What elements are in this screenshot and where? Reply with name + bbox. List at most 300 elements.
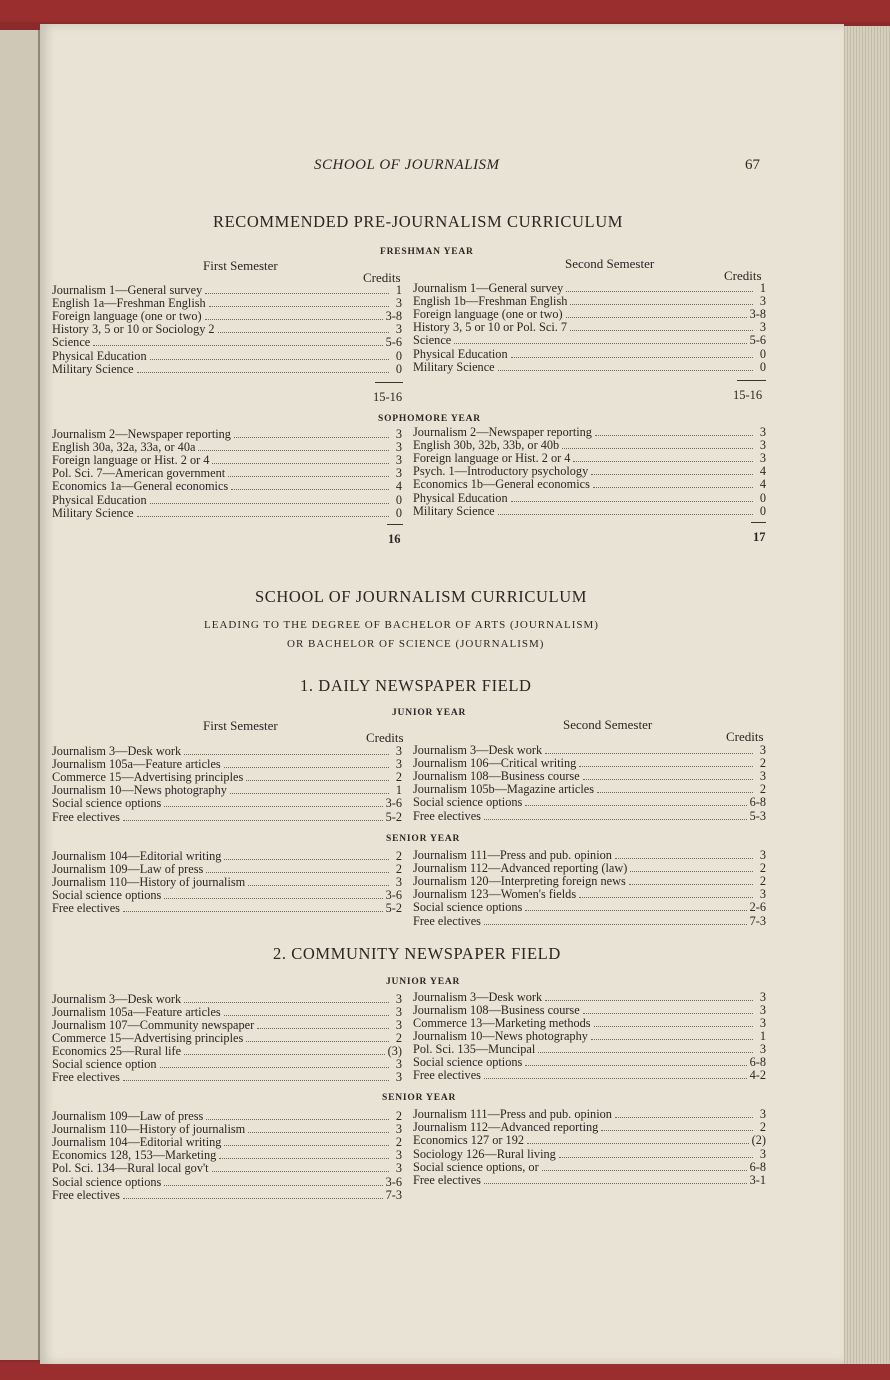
dot-leader (570, 330, 753, 331)
course-row (413, 308, 766, 321)
course-credits: 3 (395, 1057, 402, 1071)
dot-leader (545, 753, 753, 754)
dot-leader (150, 503, 389, 504)
course-row (52, 284, 402, 297)
dot-leader (498, 514, 753, 515)
course-name: Foreign language or Hist. 2 or 4 (413, 451, 571, 466)
course-row (413, 757, 766, 770)
course-row (52, 758, 402, 771)
course-credits: 1 (395, 783, 402, 798)
course-credits: 7-3 (749, 913, 766, 928)
course-name: Free electives (52, 1187, 120, 1202)
dot-leader (224, 1015, 389, 1016)
course-name: Science (52, 335, 91, 350)
book-cover-top (0, 0, 890, 22)
course-name: Journalism 108—Business course (413, 1003, 580, 1017)
course-row (413, 1148, 766, 1161)
course-name: Social science options (413, 795, 523, 810)
course-name: Pol. Sci. 135—Muncipal (413, 1042, 536, 1056)
dot-leader (595, 435, 753, 436)
dot-leader (205, 293, 389, 294)
dot-leader (228, 476, 389, 477)
course-row (52, 1110, 402, 1123)
course-row (52, 363, 402, 376)
course-credits: 3-1 (749, 1173, 766, 1187)
dot-leader (594, 1026, 753, 1027)
dot-leader (246, 780, 389, 781)
dot-leader (570, 304, 753, 305)
freshman-total-left: 15-16 (373, 390, 403, 404)
page-number: 67 (745, 157, 760, 173)
course-credits: 3 (759, 438, 766, 453)
dot-leader (123, 1198, 383, 1199)
course-credits: 3 (395, 757, 402, 772)
course-credits: 3 (395, 1148, 402, 1163)
course-row (52, 850, 402, 863)
course-name: Social science options (52, 1174, 162, 1189)
course-name: Commerce 13—Marketing methods (413, 1016, 591, 1030)
course-credits: 2 (759, 874, 766, 889)
dot-leader (579, 897, 753, 898)
course-name: Journalism 111—Press and pub. opinion (413, 848, 612, 862)
dot-leader (566, 317, 747, 318)
course-credits: 3-8 (749, 307, 766, 322)
course-row (52, 889, 402, 902)
dot-leader (454, 343, 746, 344)
course-name: Journalism 1—General survey (52, 283, 203, 297)
dot-leader (248, 885, 389, 886)
course-row (413, 849, 766, 862)
dot-leader (498, 370, 753, 371)
course-credits: 3 (395, 296, 402, 311)
course-credits: 3 (759, 1016, 766, 1030)
course-name: Pol. Sci. 134—Rural local gov't (52, 1161, 209, 1176)
course-row (413, 321, 766, 334)
course-credits: (3) (387, 1044, 402, 1058)
course-name: Journalism 120—Interpreting foreign news (413, 874, 626, 889)
course-name: Commerce 15—Advertising principles (52, 770, 244, 785)
course-row (52, 1123, 402, 1136)
course-credits: 3-6 (385, 1174, 402, 1189)
course-name: Journalism 111—Press and pub. opinion (413, 1107, 612, 1121)
course-credits: 2 (759, 782, 766, 797)
course-row (413, 361, 766, 374)
second-semester-heading: Second Semester (565, 256, 655, 271)
course-credits: 3 (759, 990, 766, 1004)
community-junior-year-label: JUNIOR YEAR (386, 977, 461, 987)
course-name: Journalism 110—History of journalism (52, 1122, 246, 1137)
first-semester-heading: First Semester (203, 258, 278, 273)
dot-leader (184, 1002, 389, 1003)
course-name: Journalism 2—Newspaper reporting (413, 425, 592, 439)
dot-leader (484, 924, 747, 925)
dot-leader (231, 489, 389, 490)
course-credits: 6-8 (749, 795, 766, 810)
course-name: Physical Education (413, 490, 508, 505)
course-name: Free electives (413, 1068, 481, 1082)
course-row (413, 505, 766, 518)
dot-leader (542, 1170, 747, 1171)
course-row (52, 310, 402, 323)
course-credits: 3 (395, 1018, 402, 1032)
course-credits: 1 (759, 1029, 766, 1043)
course-row (52, 336, 402, 349)
dot-leader (164, 898, 382, 899)
course-row (413, 1161, 766, 1174)
course-row (413, 862, 766, 875)
course-credits: 1 (395, 283, 402, 297)
course-row (52, 1136, 402, 1149)
course-row (52, 1162, 402, 1175)
course-name: Economics 1a—General economics (52, 479, 229, 494)
course-row (413, 915, 766, 928)
course-name: Social science options (52, 796, 162, 811)
course-name: English 1b—Freshman English (413, 294, 568, 309)
course-credits: 3 (759, 294, 766, 309)
course-name: Social science option (52, 1057, 157, 1071)
course-row (52, 1176, 402, 1189)
course-row (52, 876, 402, 889)
course-credits: 3-6 (385, 888, 402, 903)
dot-leader (150, 359, 389, 360)
course-name: Journalism 110—History of journalism (52, 875, 246, 890)
course-name: Journalism 3—Desk work (52, 744, 182, 758)
course-credits: 3 (395, 440, 402, 455)
sophomore-total-left: 16 (388, 532, 401, 546)
course-name: Journalism 105a—Feature articles (52, 1005, 221, 1019)
dot-leader (511, 501, 753, 502)
dot-leader (525, 805, 746, 806)
course-credits: 3 (395, 1070, 402, 1084)
course-row (413, 888, 766, 901)
course-name: Journalism 106—Critical writing (413, 756, 577, 771)
course-credits: 3 (395, 992, 402, 1006)
course-row (413, 1069, 766, 1082)
course-credits: 5-6 (385, 335, 402, 350)
sophomore-year-label: SOPHOMORE YEAR (378, 414, 481, 424)
course-credits: 3 (395, 466, 402, 481)
dot-leader (224, 859, 389, 860)
course-row (413, 1121, 766, 1134)
course-row (52, 494, 402, 507)
course-name: History 3, 5 or 10 or Sociology 2 (52, 322, 215, 337)
course-credits: 4 (759, 477, 766, 492)
daily-credits-heading-right: Credits (726, 729, 764, 744)
course-row (413, 478, 766, 491)
course-credits: 2 (395, 1135, 402, 1150)
degree-subtitle-2: OR BACHELOR OF SCIENCE (JOURNALISM) (287, 638, 545, 650)
community-senior-year-label: SENIOR YEAR (382, 1093, 457, 1103)
course-row (52, 1071, 402, 1084)
course-row (413, 492, 766, 505)
course-credits: 6-8 (749, 1055, 766, 1069)
course-credits: 3 (759, 1107, 766, 1121)
credits-heading-right: Credits (724, 268, 762, 283)
course-row (52, 797, 402, 810)
course-name: Journalism 107—Community newspaper (52, 1018, 255, 1032)
course-name: Military Science (413, 503, 495, 518)
daily-field-title: 1. DAILY NEWSPAPER FIELD (300, 676, 532, 695)
dot-leader (224, 1145, 389, 1146)
running-head: SCHOOL OF JOURNALISM (314, 157, 500, 173)
course-row (413, 465, 766, 478)
course-name: Commerce 15—Advertising principles (52, 1031, 244, 1045)
course-credits: 3 (759, 1003, 766, 1017)
course-row (413, 1134, 766, 1147)
freshman-year-label: FRESHMAN YEAR (380, 247, 474, 257)
course-name: Journalism 104—Editorial writing (52, 1135, 222, 1150)
course-name: English 1a—Freshman English (52, 296, 206, 311)
dot-leader (484, 1183, 747, 1184)
course-credits: 0 (759, 503, 766, 518)
course-credits: 2-6 (749, 900, 766, 915)
course-name: Foreign language (one or two) (413, 307, 563, 322)
course-row (52, 350, 402, 363)
dot-leader (184, 754, 389, 755)
course-credits: 4-2 (749, 1068, 766, 1082)
course-credits: 3 (395, 322, 402, 337)
course-row (413, 348, 766, 361)
course-name: Science (413, 333, 452, 348)
course-row (413, 334, 766, 347)
course-credits: 5-2 (385, 901, 402, 916)
dot-leader (212, 463, 389, 464)
dot-leader (545, 1000, 753, 1001)
course-row (52, 784, 402, 797)
dot-leader (615, 858, 753, 859)
course-name: Journalism 104—Editorial writing (52, 849, 222, 863)
course-name: Foreign language or Hist. 2 or 4 (52, 453, 210, 468)
course-row (52, 441, 402, 454)
community-field-title: 2. COMMUNITY NEWSPAPER FIELD (273, 944, 561, 963)
dot-leader (209, 306, 389, 307)
course-name: Journalism 105b—Magazine articles (413, 782, 594, 797)
course-name: History 3, 5 or 10 or Pol. Sci. 7 (413, 320, 568, 335)
course-row (413, 295, 766, 308)
sophomore-total-right: 17 (753, 530, 766, 544)
dot-leader (527, 1143, 749, 1144)
dot-leader (566, 291, 753, 292)
course-credits: 2 (395, 1109, 402, 1123)
course-row (52, 480, 402, 493)
dot-leader (629, 884, 753, 885)
course-name: Free electives (413, 1173, 481, 1187)
dot-leader (224, 767, 389, 768)
course-name: Social science options (413, 1055, 523, 1069)
course-credits: 3 (395, 1161, 402, 1176)
course-credits: 3 (759, 320, 766, 335)
total-rule (751, 522, 766, 523)
course-credits: 3 (759, 743, 766, 757)
course-name: Journalism 105a—Feature articles (52, 757, 221, 772)
course-credits: 2 (395, 862, 402, 877)
course-name: Military Science (413, 359, 495, 374)
degree-subtitle-1: LEADING TO THE DEGREE OF BACHELOR OF ARTS (JOURNALISM) (204, 619, 599, 631)
course-name: Sociology 126—Rural living (413, 1146, 556, 1161)
course-credits: 3 (395, 744, 402, 758)
page-stack-edge (842, 26, 890, 1364)
course-row (413, 770, 766, 783)
dot-leader (615, 1117, 753, 1118)
dot-leader (591, 1039, 753, 1040)
dot-leader (597, 792, 753, 793)
course-name: Journalism 1—General survey (413, 281, 564, 295)
dot-leader (93, 345, 382, 346)
course-name: Journalism 3—Desk work (413, 990, 543, 1004)
dot-leader (212, 1171, 389, 1172)
course-row (413, 439, 766, 452)
dot-leader (573, 461, 753, 462)
course-credits: 0 (759, 346, 766, 361)
dot-leader (583, 779, 753, 780)
course-name: Social science options, or (413, 1159, 539, 1174)
dot-leader (538, 1052, 753, 1053)
course-credits: 3 (395, 427, 402, 441)
daily-second-semester-heading: Second Semester (563, 717, 653, 732)
course-name: Journalism 109—Law of press (52, 1109, 204, 1123)
dot-leader (525, 910, 746, 911)
course-name: Physical Education (52, 348, 147, 363)
course-credits: 2 (395, 1031, 402, 1045)
course-row (52, 507, 402, 520)
course-credits: 5-2 (385, 809, 402, 824)
dot-leader (246, 1041, 389, 1042)
dot-leader (593, 487, 753, 488)
course-row (52, 467, 402, 480)
course-row (413, 783, 766, 796)
course-name: Journalism 10—News photography (52, 783, 227, 798)
course-name: English 30a, 32a, 33a, or 40a (52, 440, 196, 455)
course-credits: 6-8 (749, 1159, 766, 1174)
dot-leader (198, 450, 389, 451)
course-row (52, 745, 402, 758)
course-name: Free electives (52, 809, 120, 824)
course-credits: 3 (759, 848, 766, 862)
dot-leader (164, 806, 382, 807)
course-credits: 2 (759, 1120, 766, 1135)
course-row (52, 771, 402, 784)
course-name: Journalism 109—Law of press (52, 862, 204, 877)
course-credits: 3 (395, 453, 402, 468)
course-name: Psych. 1—Introductory psychology (413, 464, 589, 479)
course-name: Journalism 3—Desk work (413, 743, 543, 757)
dot-leader (484, 819, 747, 820)
course-row (52, 811, 402, 824)
facing-page-edge (0, 30, 40, 1360)
daily-first-semester-heading: First Semester (203, 718, 278, 733)
dot-leader (234, 437, 389, 438)
course-credits: 0 (395, 361, 402, 376)
course-credits: 0 (395, 348, 402, 363)
course-row (413, 282, 766, 295)
dot-leader (137, 516, 389, 517)
course-row (52, 1189, 402, 1202)
course-row (52, 454, 402, 467)
course-credits: 1 (759, 281, 766, 295)
freshman-total-right: 15-16 (733, 388, 763, 402)
course-credits: 4 (395, 479, 402, 494)
course-row (413, 452, 766, 465)
credits-heading-left: Credits (363, 270, 401, 285)
course-name: Free electives (52, 901, 120, 916)
course-name: Free electives (413, 808, 481, 823)
course-name: Physical Education (413, 346, 508, 361)
course-row (413, 901, 766, 914)
total-rule (737, 380, 766, 381)
dot-leader (484, 1078, 747, 1079)
daily-junior-year-label: JUNIOR YEAR (392, 708, 467, 718)
course-row (413, 810, 766, 823)
course-name: Economics 127 or 192 (413, 1133, 524, 1148)
course-credits: 3 (759, 451, 766, 466)
course-name: Free electives (52, 1070, 120, 1084)
dot-leader (601, 1130, 753, 1131)
course-credits: 0 (395, 492, 402, 507)
dot-leader (160, 1067, 390, 1068)
course-credits: 7-3 (385, 1187, 402, 1202)
course-credits: 3-8 (385, 309, 402, 324)
school-curriculum-title: SCHOOL OF JOURNALISM CURRICULUM (255, 587, 587, 606)
dot-leader (525, 1065, 746, 1066)
course-credits: 2 (395, 770, 402, 785)
dot-leader (219, 1158, 389, 1159)
course-name: Economics 128, 153—Marketing (52, 1148, 217, 1163)
book-cover-bottom (0, 1362, 890, 1380)
course-name: Pol. Sci. 7—American government (52, 466, 226, 481)
course-name: Journalism 108—Business course (413, 769, 580, 784)
dot-leader (137, 372, 389, 373)
total-rule (387, 524, 403, 525)
dot-leader (579, 766, 753, 767)
dot-leader (630, 871, 753, 872)
dot-leader (123, 820, 383, 821)
course-row (52, 297, 402, 310)
dot-leader (559, 1157, 753, 1158)
course-row (52, 323, 402, 336)
course-name: Journalism 10—News photography (413, 1029, 588, 1043)
dot-leader (206, 1119, 389, 1120)
course-row (413, 796, 766, 809)
course-name: Journalism 2—Newspaper reporting (52, 427, 231, 441)
course-credits: 2 (759, 756, 766, 771)
course-credits: (2) (751, 1133, 766, 1148)
course-name: English 30b, 32b, 33b, or 40b (413, 438, 560, 453)
course-credits: 0 (759, 490, 766, 505)
course-name: Journalism 123—Women's fields (413, 887, 577, 902)
course-name: Free electives (413, 913, 481, 928)
course-name: Economics 25—Rural life (52, 1044, 182, 1058)
course-credits: 5-3 (749, 808, 766, 823)
dot-leader (184, 1054, 385, 1055)
course-row (413, 1174, 766, 1187)
dot-leader (205, 319, 383, 320)
dot-leader (562, 448, 753, 449)
course-credits: 3 (759, 1042, 766, 1056)
dot-leader (230, 793, 389, 794)
course-row (413, 875, 766, 888)
daily-credits-heading-left: Credits (366, 730, 404, 745)
course-name: Social science options (52, 888, 162, 903)
course-credits: 0 (759, 359, 766, 374)
course-name: Journalism 112—Advanced reporting (413, 1120, 599, 1135)
course-row (413, 426, 766, 439)
dot-leader (257, 1028, 389, 1029)
course-name: Journalism 3—Desk work (52, 992, 182, 1006)
course-row (413, 744, 766, 757)
course-credits: 3 (759, 1146, 766, 1161)
course-credits: 3-6 (385, 796, 402, 811)
course-name: Physical Education (52, 492, 147, 507)
